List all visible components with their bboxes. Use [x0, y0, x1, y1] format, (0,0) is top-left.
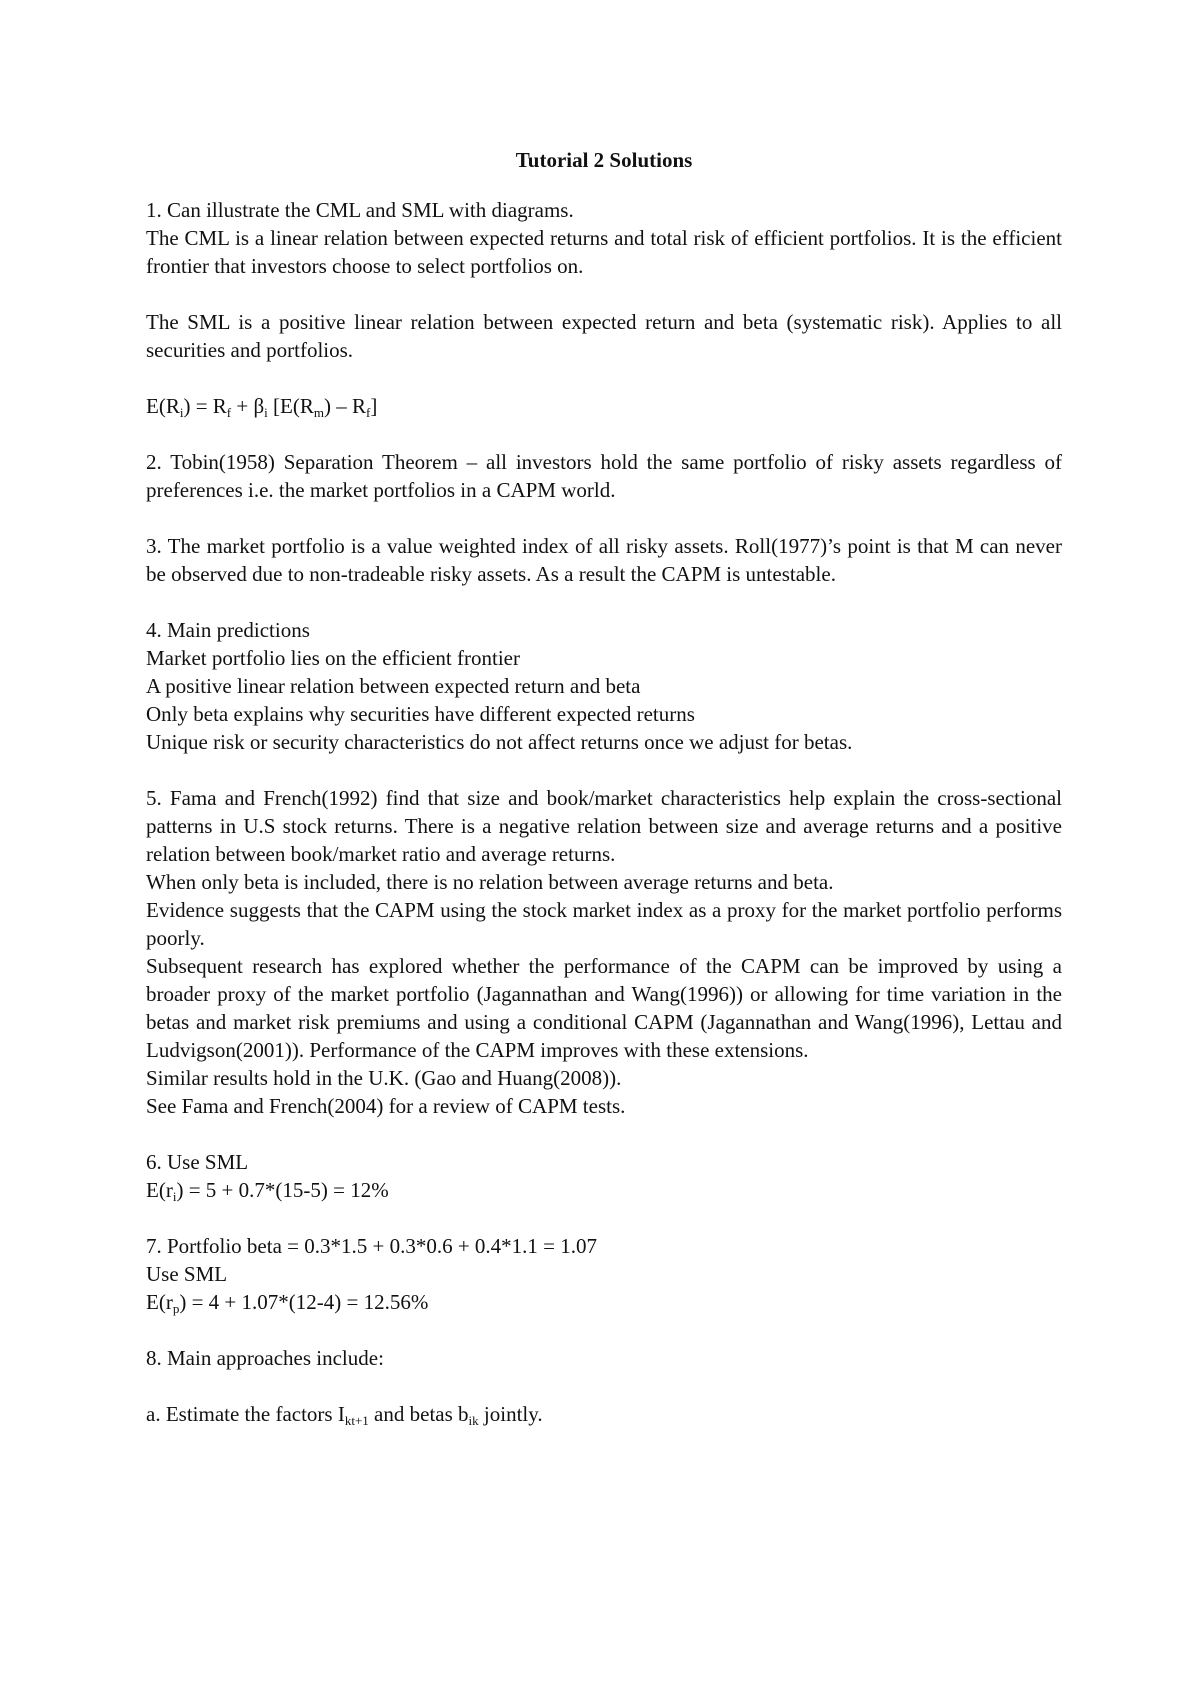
spacer	[146, 280, 1062, 308]
formula-part: E(R	[146, 394, 180, 418]
calc-subscript: p	[172, 1301, 180, 1316]
q7-beta-line: 7. Portfolio beta = 0.3*1.5 + 0.3*0.6 + 0.4*1.1 = 1.07	[146, 1234, 598, 1258]
calc-part: E(r	[146, 1178, 173, 1202]
spacer	[146, 364, 1062, 392]
q8-item-a	[146, 1400, 1062, 1428]
spacer	[146, 588, 1062, 616]
formula-part: ) – R	[324, 394, 366, 418]
formula-part: [E(R	[267, 394, 314, 418]
spacer	[146, 1372, 1062, 1400]
calc-subscript: i	[172, 1189, 177, 1204]
q4-item: A positive linear relation between expected return and beta	[146, 674, 641, 698]
formula-subscript: m	[313, 405, 324, 420]
spacer	[146, 1204, 1062, 1232]
q4-heading: 4. Main predictions	[146, 618, 310, 642]
text-subscript: kt+1	[344, 1413, 369, 1428]
q6-calculation	[146, 1176, 1062, 1204]
formula-subscript: i	[179, 405, 184, 420]
q7-calculation	[146, 1288, 1062, 1316]
spacer	[146, 756, 1062, 784]
calc-part: ) = 5 + 0.7*(15-5) = 12%	[176, 1178, 389, 1202]
text-subscript: ik	[468, 1413, 479, 1428]
calc-part: ) = 4 + 1.07*(12-4) = 12.56%	[179, 1290, 429, 1314]
q6-heading: 6. Use SML	[146, 1150, 249, 1174]
calc-part: E(r	[146, 1290, 173, 1314]
spacer	[146, 504, 1062, 532]
formula-part: + β	[231, 394, 265, 418]
q1-sml-paragraph: The SML is a positive linear relation between expected return and beta (systematic risk). Applies to all securities and portfolios.	[146, 310, 1062, 362]
q5-paragraph-1: 5. Fama and French(1992) find that size and book/market characteristics help explain the cross-sectional patterns in U.S stock returns. There is a negative relation between size and average returns and a positive relation between book/market ratio and average returns.	[146, 786, 1062, 866]
capm-formula	[146, 392, 1062, 420]
formula-subscript: f	[366, 405, 371, 420]
text-part: a. Estimate the factors I	[146, 1402, 345, 1426]
text-part: and betas b	[368, 1402, 469, 1426]
formula-subscript: f	[226, 405, 232, 420]
q4-item: Only beta explains why securities have different expected returns	[146, 702, 695, 726]
text-part: jointly.	[478, 1402, 543, 1426]
q2-paragraph: 2. Tobin(1958) Separation Theorem – all investors hold the same portfolio of risky assets regardless of preferences i.e. the market portfolios in a CAPM world.	[146, 450, 1062, 502]
q4-item: Unique risk or security characteristics do not affect returns once we adjust for betas.	[146, 730, 853, 754]
formula-part: ) = R	[183, 394, 227, 418]
q5-paragraph-5: Similar results hold in the U.K. (Gao and Huang(2008)).	[146, 1066, 622, 1090]
q3-paragraph: 3. The market portfolio is a value weighted index of all risky assets. Roll(1977)’s point is that M can never be observed due to non-tradeable risky assets. As a result the CAPM is untestable.	[146, 534, 1062, 586]
q5-paragraph-4: Subsequent research has explored whether the performance of the CAPM can be improved by using a broader proxy of the market portfolio (Jagannathan and Wang(1996)) or allowing for time variation in the betas and market risk premiums and using a conditional CAPM (Jagannathan and Wang(1996), Lettau and Ludvigson(2001)). Performance of the CAPM improves with these extensions.	[146, 954, 1062, 1062]
formula-part: ]	[370, 394, 378, 418]
formula-subscript: i	[264, 405, 268, 420]
q1-intro: 1. Can illustrate the CML and SML with diagrams.	[146, 198, 574, 222]
q7-use-sml: Use SML	[146, 1262, 228, 1286]
q1-cml-paragraph: The CML is a linear relation between expected returns and total risk of efficient portfolios. It is the efficient frontier that investors choose to select portfolios on.	[146, 226, 1062, 278]
spacer	[146, 1120, 1062, 1148]
q5-paragraph-2: When only beta is included, there is no relation between average returns and beta.	[146, 870, 834, 894]
spacer	[146, 420, 1062, 448]
document-title: Tutorial 2 Solutions	[515, 148, 693, 172]
q5-paragraph-3: Evidence suggests that the CAPM using the stock market index as a proxy for the market portfolio performs poorly.	[146, 898, 1062, 950]
document-body	[146, 146, 1062, 1428]
spacer	[146, 1316, 1062, 1344]
q5-paragraph-6: See Fama and French(2004) for a review of CAPM tests.	[146, 1094, 626, 1118]
q4-item: Market portfolio lies on the efficient frontier	[146, 646, 520, 670]
q8-heading: 8. Main approaches include:	[146, 1346, 384, 1370]
